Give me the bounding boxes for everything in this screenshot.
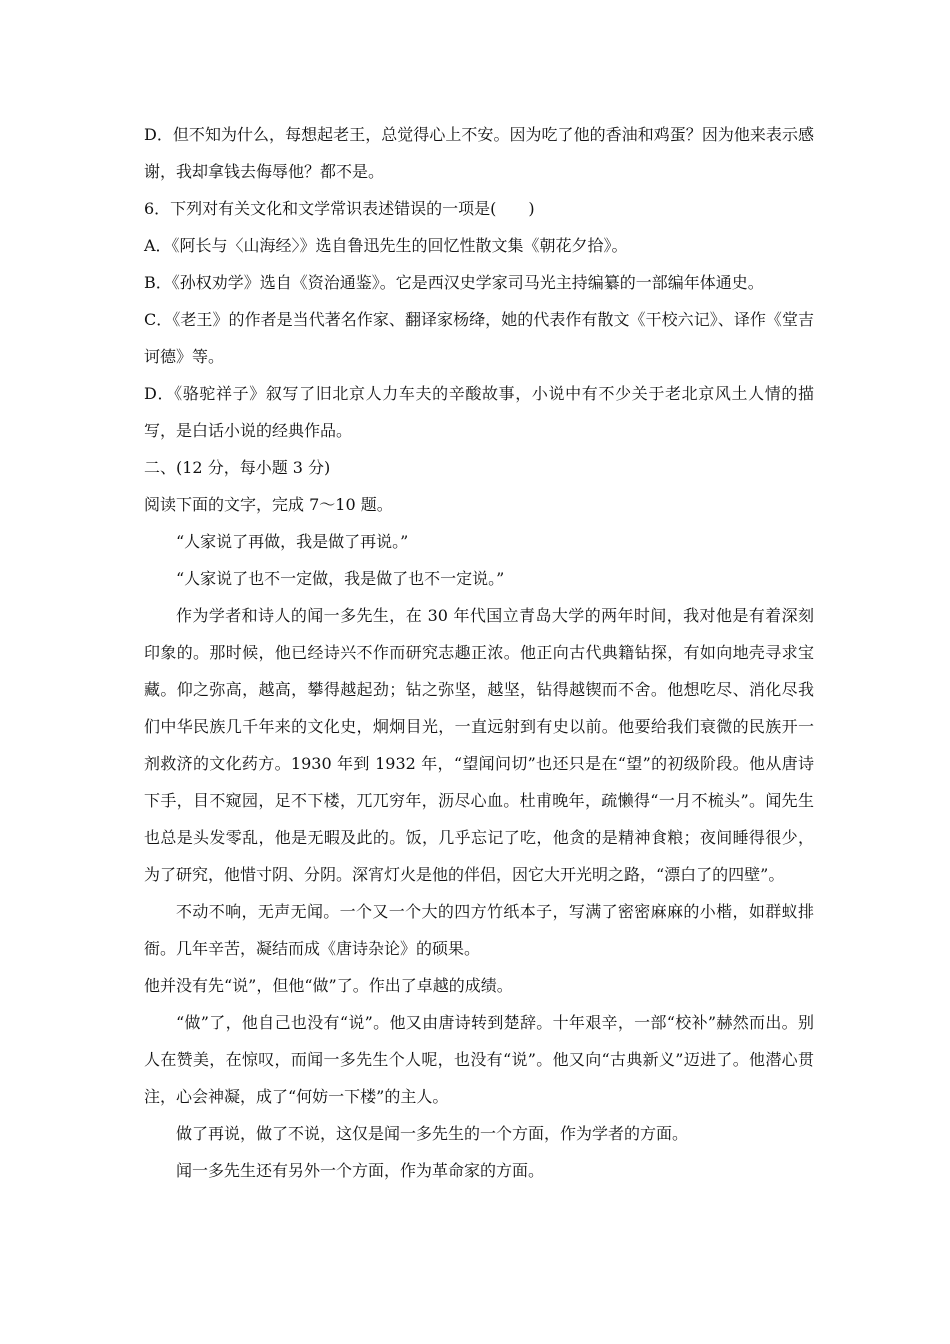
option-b: B．《孙权劝学》选自《资治通鉴》。它是西汉史学家司马光主持编纂的一部编年体通史。 [144, 273, 764, 292]
passage-paragraph: “做”了，他自己也没有“说”。他又由唐诗转到楚辞。十年艰辛，一部“校补”赫然而出。别人在赞美，在惊叹，而闻一多先生个人呢，也没有“说”。他又向“古典新义”迈进了。他潜心贯注，心会神凝，成了“何妨一下楼”的主人。 [144, 1013, 814, 1106]
passage-paragraph: 做了再说，做了不说，这仅是闻一多先生的一个方面，作为学者的方面。 [176, 1124, 689, 1143]
option-d: D．《骆驼祥子》叙写了旧北京人力车夫的辛酸故事，小说中有不少关于老北京风土人情的描写，是白话小说的经典作品。 [144, 384, 814, 440]
option-d-laowang: D．但不知为什么，每想起老王，总觉得心上不安。因为吃了他的香油和鸡蛋？因为他来表示感谢，我却拿钱去侮辱他？都不是。 [144, 125, 814, 181]
section-heading: 二、(12 分，每小题 3 分) [144, 458, 331, 477]
passage-paragraph: 他并没有先“说”，但他“做”了。作出了卓越的成绩。 [144, 976, 513, 995]
option-c: C．《老王》的作者是当代著名作家、翻译家杨绛，她的代表作有散文《干校六记》、译作《堂吉诃德》等。 [144, 310, 814, 366]
option-a: A．《阿长与〈山海经〉》选自鲁迅先生的回忆性散文集《朝花夕拾》。 [144, 236, 628, 255]
question-6: 6．下列对有关文化和文学常识表述错误的一项是( ) [144, 199, 535, 218]
quote-2: “人家说了也不一定做，我是做了也不一定说。” [176, 569, 505, 588]
document-page [144, 116, 814, 1189]
passage-paragraph: 闻一多先生还有另外一个方面，作为革命家的方面。 [176, 1161, 545, 1180]
passage-paragraph: 不动不响，无声无闻。一个又一个大的四方竹纸本子，写满了密密麻麻的小楷，如群蚁排衙。几年辛苦，凝结而成《唐诗杂论》的硕果。 [144, 902, 814, 958]
reading-instruction: 阅读下面的文字，完成 7～10 题。 [144, 495, 393, 514]
quote-1: “人家说了再做，我是做了再说。” [176, 532, 409, 551]
passage-paragraph: 作为学者和诗人的闻一多先生，在 30 年代国立青岛大学的两年时间，我对他是有着深刻印象的。那时候，他已经诗兴不作而研究志趣正浓。他正向古代典籍钻探，有如向地壳寻求宝藏。仰之弥高，越高，攀得越起劲；钻之弥坚，越坚，钻得越锲而不舍。他想吃尽、消化尽我们中华民族几千年来的文化史，炯炯目光，一直远射到有史以前。他要给我们衰微的民族开一剂救济的文化药方。1930 年到 1932 年，“望闻问切”也还只是在“望”的初级阶段。他从唐诗下手，目不窥园，足不下楼，兀兀穷年，沥尽心血。杜甫晚年，疏懒得“一月不梳头”。闻先生也总是头发零乱，他是无暇及此的。饭，几乎忘记了吃，他贪的是精神食粮；夜间睡得很少，为了研究，他惜寸阴、分阴。深宵灯火是他的伴侣，因它大开光明之路，“漂白了的四壁”。 [144, 606, 814, 884]
